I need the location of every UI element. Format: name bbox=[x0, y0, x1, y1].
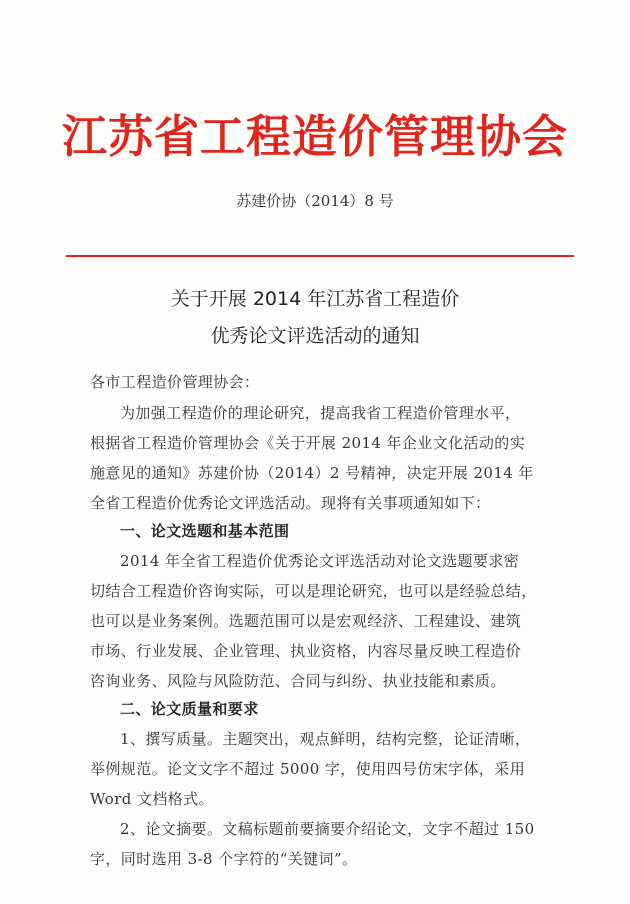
section1-line: 也可以是业务案例。选题范围可以是宏观经济、工程建设、建筑 bbox=[90, 612, 522, 630]
item2-line: 字，同时选用 3-8 个字符的“关键词”。 bbox=[90, 850, 358, 868]
salutation: 各市工程造价管理协会： bbox=[90, 373, 260, 391]
section1-line: 切结合工程造价咨询实际，可以是理论研究，也可以是经验总结， bbox=[90, 582, 537, 600]
document-number: 苏建价协（2014）8 号 bbox=[236, 192, 394, 210]
intro-line: 施意见的通知》苏建价协（2014）2 号精神，决定开展 2014 年 bbox=[90, 464, 534, 482]
organization-letterhead: 江苏省工程造价管理协会 bbox=[61, 110, 568, 163]
intro-line: 全省工程造价优秀论文评选活动。现将有关事项通知如下： bbox=[90, 494, 491, 512]
item1-line: 1、撰写质量。主题突出，观点鲜明，结构完整，论证清晰， bbox=[120, 730, 531, 748]
item2-line: 2、论文摘要。文稿标题前要摘要介绍论文，文字不超过 150 bbox=[120, 820, 535, 838]
section-heading-quality: 二、论文质量和要求 bbox=[120, 700, 259, 718]
section1-line: 市场、行业发展、企业管理、执业资格，内容尽量反映工程造价 bbox=[90, 642, 522, 660]
letterhead-divider bbox=[66, 255, 574, 257]
section1-line: 咨询业务、风险与风险防范、合同与纠纷、执业技能和素质。 bbox=[90, 672, 506, 690]
notice-title-line-2: 优秀论文评选活动的通知 bbox=[210, 325, 420, 347]
section-heading-topics: 一、论文选题和基本范围 bbox=[120, 522, 290, 540]
intro-line: 根据省工程造价管理协会《关于开展 2014 年企业文化活动的实 bbox=[90, 434, 526, 452]
item1-line: 举例规范。论文文字不超过 5000 字，使用四号仿宋字体，采用 bbox=[90, 760, 526, 778]
intro-line: 为加强工程造价的理论研究，提高我省工程造价管理水平， bbox=[120, 404, 521, 422]
item1-line: Word 文档格式。 bbox=[90, 790, 214, 808]
notice-title-line-1: 关于开展 2014 年江苏省工程造价 bbox=[170, 288, 460, 310]
section1-line: 2014 年全省工程造价优秀论文评选活动对论文选题要求密 bbox=[120, 552, 520, 570]
